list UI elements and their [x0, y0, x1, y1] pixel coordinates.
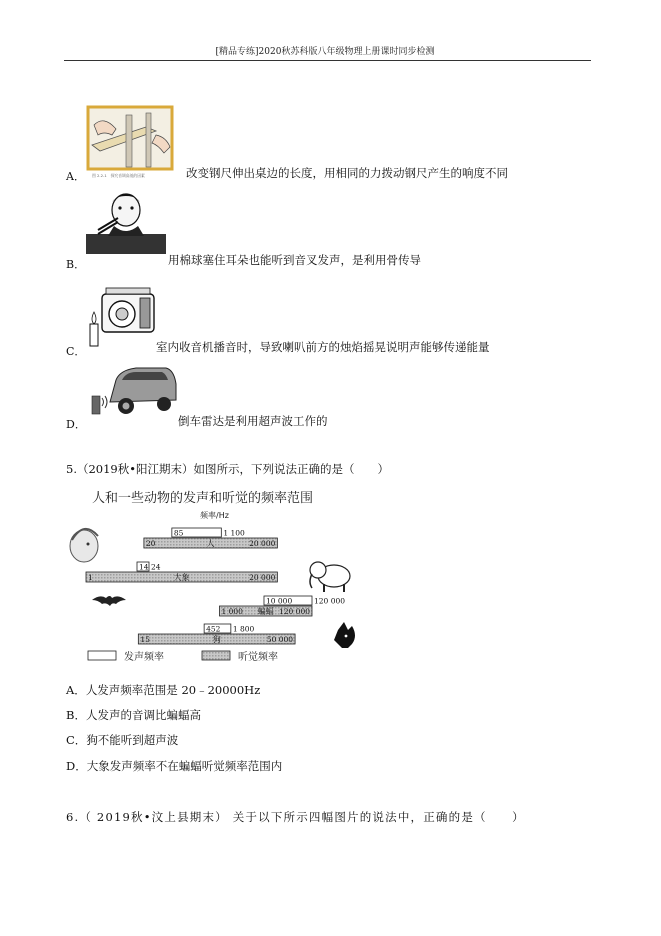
dog-speak-low-label: 452 — [206, 624, 221, 634]
legend-speak-swatch — [88, 651, 116, 660]
ruler-experiment-picture — [86, 105, 182, 181]
legend-hear-swatch — [202, 651, 230, 660]
human-head-figure — [70, 529, 98, 562]
radio-candle-picture — [84, 284, 158, 350]
q5-option-c-letter: C． — [66, 733, 87, 747]
bat-speak-high-label: 120 000 — [314, 596, 346, 606]
human-hear-high-label: 20 000 — [249, 539, 276, 548]
q4-option-a-letter: A． — [66, 170, 85, 183]
chart-title: 人和一些动物的发声和听觉的频率范围 — [92, 491, 314, 506]
q5-option-d-letter: D． — [66, 759, 87, 773]
dog-hear-low-label: 15 — [140, 635, 150, 644]
bone-conduction-picture — [84, 190, 168, 258]
dog-name-label: 狗 — [212, 635, 221, 644]
q5-option-c — [66, 733, 178, 747]
bat-hear-high-label: 120 000 — [278, 607, 310, 616]
bat-name-label: 蝙蝠 — [257, 607, 274, 616]
bat-hear-low-label: 1 000 — [221, 607, 243, 616]
elephant-speak-low-label: 14 — [138, 562, 149, 572]
q4-option-d-letter: D． — [66, 418, 86, 431]
elephant-hear-high-label: 20 000 — [249, 573, 276, 582]
elephant-figure — [310, 562, 350, 592]
q5-stem: 5.（2019秋•阳江期末）如图所示，下列说法正确的是（ ） — [66, 462, 390, 476]
frequency-chart-svg — [62, 484, 362, 666]
page-header: [精品专练]2020秋苏科版八年级物理上册课时同步检测 — [215, 47, 435, 57]
q5-option-b — [66, 708, 201, 722]
header-rule — [64, 60, 591, 61]
human-speak-high-label: 1 100 — [223, 528, 245, 538]
legend-speak-label: 发声频率 — [124, 652, 164, 663]
dog-speak-high-label: 1 800 — [232, 624, 255, 634]
q5-option-a-text: 人发声频率范围是 20﹣20000Hz — [85, 683, 261, 697]
q4-option-b-letter: B． — [66, 258, 86, 271]
human-name-label: 人 — [206, 539, 215, 548]
dog-hear-high-label: 50 000 — [266, 635, 294, 644]
ruler-caption: 图 2.2-1 探究音调高低的因素 — [92, 173, 145, 178]
q5-option-b-letter: B． — [66, 708, 86, 722]
reversing-radar-picture — [88, 360, 178, 420]
dog-figure — [334, 622, 355, 648]
q4-option-b-text: 用棉球塞住耳朵也能听到音叉发声，是利用骨传导 — [168, 253, 421, 267]
legend-hear-label: 听觉频率 — [238, 652, 278, 663]
q5-option-a — [66, 683, 260, 697]
frequency-range-chart — [62, 484, 362, 666]
q5-option-a-letter: A． — [66, 683, 86, 697]
q4-option-c-text: 室内收音机播音时，导致喇叭前方的烛焰摇晃说明声能够传递能量 — [156, 340, 490, 354]
elephant-hear-low-label: 1 — [88, 573, 93, 582]
q4-option-a-text: 改变钢尺伸出桌边的长度，用相同的力拨动钢尺产生的响度不同 — [186, 166, 508, 180]
human-speak-low-label: 85 — [173, 528, 184, 538]
human-hear-low-label: 20 — [145, 539, 156, 548]
chart-xlabel: 频率/Hz — [200, 511, 229, 520]
q6-stem: 6.（ 2019秋•汶上县期末） 关于以下所示四幅图片的说法中，正确的是（ ） — [66, 810, 525, 824]
bat-speak-low-label: 10 000 — [265, 596, 293, 606]
q5-option-d-text: 大象发声频率不在蝙蝠听觉频率范围内 — [86, 759, 283, 773]
bat-figure — [92, 596, 126, 606]
q4-option-c-letter: C． — [66, 345, 86, 358]
q5-option-d — [66, 759, 282, 773]
chart-bars — [86, 528, 345, 644]
q5-option-c-text: 狗不能听到超声波 — [86, 733, 179, 747]
q5-option-b-text: 人发声的音调比蝙蝠高 — [85, 708, 201, 722]
elephant-name-label: 大象 — [173, 573, 190, 582]
q4-option-d-text: 倒车雷达是利用超声波工作的 — [178, 414, 328, 428]
elephant-speak-high-label: 24 — [150, 562, 161, 572]
